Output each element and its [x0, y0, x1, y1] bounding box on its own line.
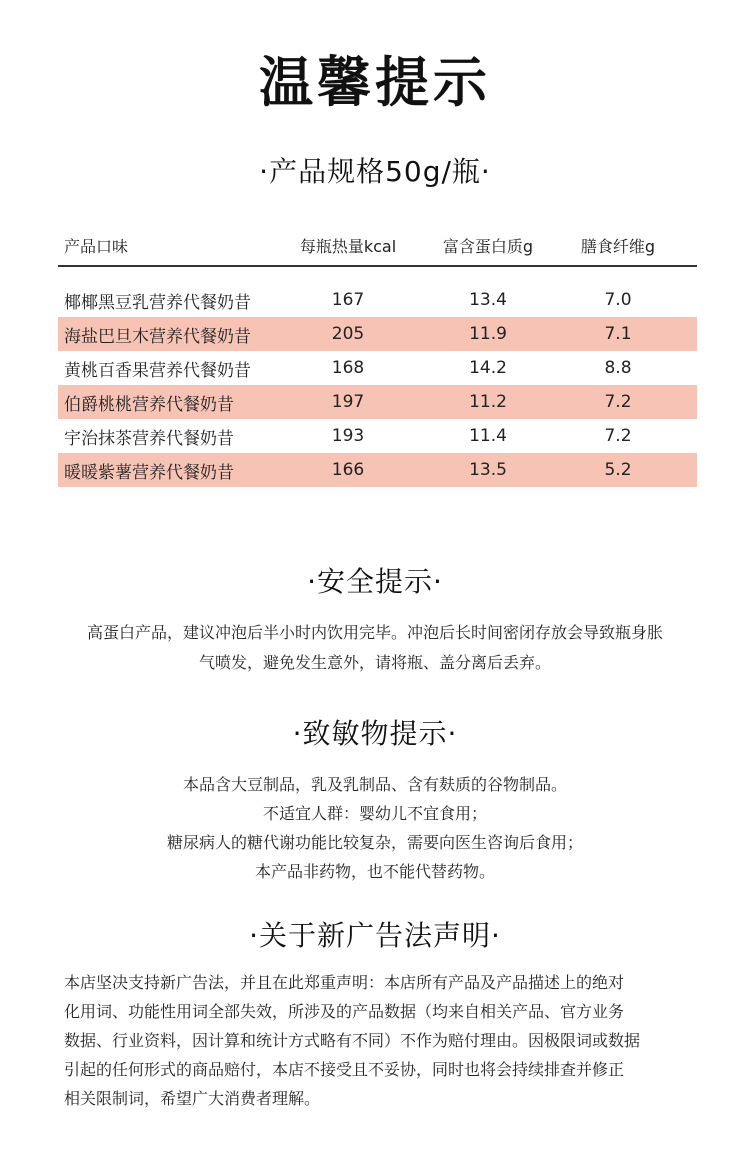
- ad-law-line: 相关限制词，希望广大消费者理解。: [64, 1089, 321, 1108]
- ad-law-line: 本店坚决支持新广告法，并且在此郑重声明：本店所有产品及产品描述上的绝对: [64, 973, 625, 992]
- flavor-cell: 海盐巴旦木营养代餐奶昔: [64, 326, 251, 347]
- table-row: [58, 385, 697, 419]
- kcal-cell: 168: [331, 358, 365, 378]
- column-header-flavor: 产品口味: [64, 236, 129, 256]
- flavor-cell: 椰椰黑豆乳营养代餐奶昔: [64, 292, 251, 313]
- protein-cell: 13.4: [469, 290, 507, 310]
- kcal-cell: 167: [331, 290, 365, 310]
- table-row: [58, 351, 697, 385]
- table-header: [58, 225, 697, 267]
- allergen-line: 本品含大豆制品，乳及乳制品、含有麸质的谷物制品。: [182, 775, 567, 794]
- column-header-protein: 富含蛋白质g: [442, 236, 534, 256]
- table-row: [58, 283, 697, 317]
- ad-law-line: 化用词、功能性用词全部失效，所涉及的产品数据（均来自相关产品、官方业务: [64, 1002, 625, 1021]
- table-spacer: [58, 267, 697, 283]
- flavor-cell: 黄桃百香果营养代餐奶昔: [64, 360, 251, 381]
- safety-heading: ·安全提示·: [307, 565, 443, 598]
- kcal-cell: 166: [331, 460, 365, 480]
- allergen-heading: ·致敏物提示·: [292, 717, 458, 750]
- protein-cell: 11.2: [469, 392, 507, 412]
- column-header-kcal: 每瓶热量kcal: [299, 236, 397, 256]
- table-row: [58, 453, 697, 487]
- fiber-cell: 7.1: [604, 324, 632, 344]
- allergen-text: [0, 770, 750, 886]
- allergen-line: 糖尿病人的糖代谢功能比较复杂，需要向医生咨询后食用；: [166, 833, 583, 852]
- safety-line: 气喷发，避免发生意外，请将瓶、盖分离后丢弃。: [198, 653, 551, 672]
- ad-law-heading: ·关于新广告法声明·: [249, 919, 501, 952]
- kcal-cell: 193: [331, 426, 365, 446]
- flavor-cell: 宇治抹茶营养代餐奶昔: [64, 428, 234, 449]
- allergen-line: 本产品非药物，也不能代替药物。: [254, 862, 495, 881]
- fiber-cell: 7.2: [604, 426, 632, 446]
- allergen-line: 不适宜人群：婴幼儿不宜食用；: [262, 804, 487, 823]
- fiber-cell: 7.2: [604, 392, 632, 412]
- flavor-cell: 暖暖紫薯营养代餐奶昔: [64, 462, 234, 483]
- ad-law-text: [64, 968, 692, 1113]
- spec-heading: ·产品规格50g/瓶·: [259, 155, 491, 188]
- kcal-cell: 205: [331, 324, 365, 344]
- protein-cell: 11.9: [469, 324, 507, 344]
- protein-cell: 11.4: [469, 426, 507, 446]
- protein-cell: 13.5: [469, 460, 507, 480]
- table-row: [58, 317, 697, 351]
- protein-cell: 14.2: [469, 358, 507, 378]
- page-title: 温馨提示: [259, 51, 491, 114]
- safety-text: [0, 618, 750, 678]
- ad-law-line: 数据、行业资料，因计算和统计方式略有不同）不作为赔付理由。因极限词或数据: [64, 1031, 641, 1050]
- spec-table: [58, 225, 697, 487]
- fiber-cell: 8.8: [604, 358, 632, 378]
- kcal-cell: 197: [331, 392, 365, 412]
- safety-line: 高蛋白产品，建议冲泡后半小时内饮用完毕。冲泡后长时间密闭存放会导致瓶身胀: [86, 623, 663, 642]
- column-header-fiber: 膳食纤维g: [580, 236, 656, 256]
- flavor-cell: 伯爵桃桃营养代餐奶昔: [64, 394, 234, 415]
- fiber-cell: 5.2: [604, 460, 632, 480]
- ad-law-line: 引起的任何形式的商品赔付，本店不接受且不妥协，同时也将会持续排查并修正: [64, 1060, 625, 1079]
- table-row: [58, 419, 697, 453]
- fiber-cell: 7.0: [604, 290, 632, 310]
